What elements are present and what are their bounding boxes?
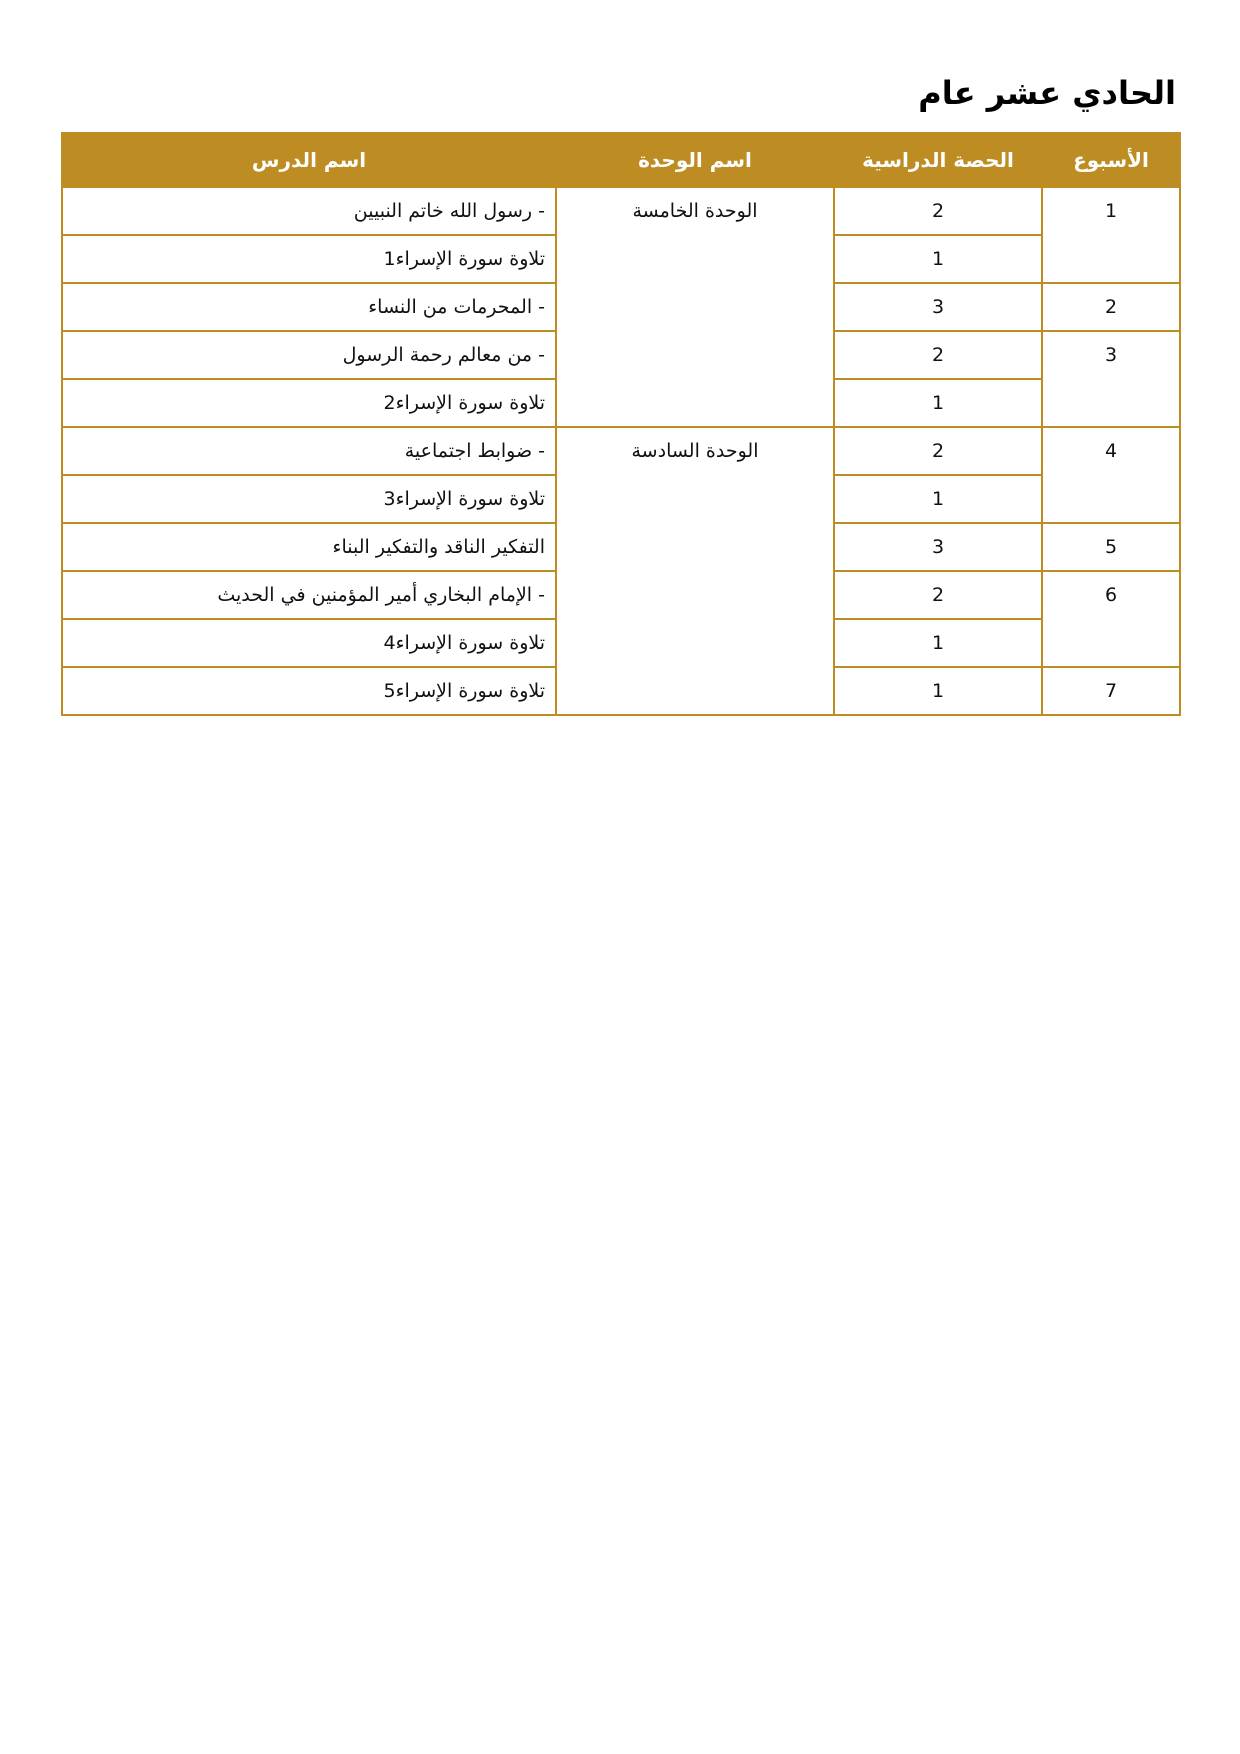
week-cell: 7 bbox=[1042, 667, 1180, 715]
periods-cell: 1 bbox=[834, 379, 1042, 427]
periods-cell: 1 bbox=[834, 235, 1042, 283]
lesson-cell: - رسول الله خاتم النبيين bbox=[62, 187, 556, 235]
periods-cell: 1 bbox=[834, 475, 1042, 523]
unit-cell: الوحدة السادسة bbox=[556, 427, 834, 715]
periods-cell: 1 bbox=[834, 619, 1042, 667]
lesson-cell: تلاوة سورة الإسراء4 bbox=[62, 619, 556, 667]
periods-cell: 3 bbox=[834, 523, 1042, 571]
week-cell: 2 bbox=[1042, 283, 1180, 331]
week-cell: 3 bbox=[1042, 331, 1180, 427]
header-unit: اسم الوحدة bbox=[556, 133, 834, 187]
periods-cell: 2 bbox=[834, 331, 1042, 379]
header-week: الأسبوع bbox=[1042, 133, 1180, 187]
lesson-cell: تلاوة سورة الإسراء2 bbox=[62, 379, 556, 427]
study-plan-table bbox=[61, 132, 1181, 716]
lesson-cell: تلاوة سورة الإسراء1 bbox=[62, 235, 556, 283]
week-cell: 4 bbox=[1042, 427, 1180, 523]
table-row bbox=[62, 427, 1180, 475]
periods-cell: 3 bbox=[834, 283, 1042, 331]
table-header-row bbox=[62, 133, 1180, 187]
lesson-cell: - الإمام البخاري أمير المؤمنين في الحديث bbox=[62, 571, 556, 619]
week-cell: 1 bbox=[1042, 187, 1180, 283]
header-periods: الحصة الدراسية bbox=[834, 133, 1042, 187]
lesson-cell: التفكير الناقد والتفكير البناء bbox=[62, 523, 556, 571]
lesson-cell: تلاوة سورة الإسراء5 bbox=[62, 667, 556, 715]
table-row bbox=[62, 187, 1180, 235]
unit-cell: الوحدة الخامسة bbox=[556, 187, 834, 427]
periods-cell: 2 bbox=[834, 187, 1042, 235]
lesson-cell: تلاوة سورة الإسراء3 bbox=[62, 475, 556, 523]
header-lesson: اسم الدرس bbox=[62, 133, 556, 187]
periods-cell: 2 bbox=[834, 427, 1042, 475]
lesson-cell: - من معالم رحمة الرسول bbox=[62, 331, 556, 379]
periods-cell: 2 bbox=[834, 571, 1042, 619]
periods-cell: 1 bbox=[834, 667, 1042, 715]
week-cell: 5 bbox=[1042, 523, 1180, 571]
lesson-cell: - ضوابط اجتماعية bbox=[62, 427, 556, 475]
page-title: الحادي عشر عام bbox=[918, 74, 1176, 112]
lesson-cell: - المحرمات من النساء bbox=[62, 283, 556, 331]
week-cell: 6 bbox=[1042, 571, 1180, 667]
